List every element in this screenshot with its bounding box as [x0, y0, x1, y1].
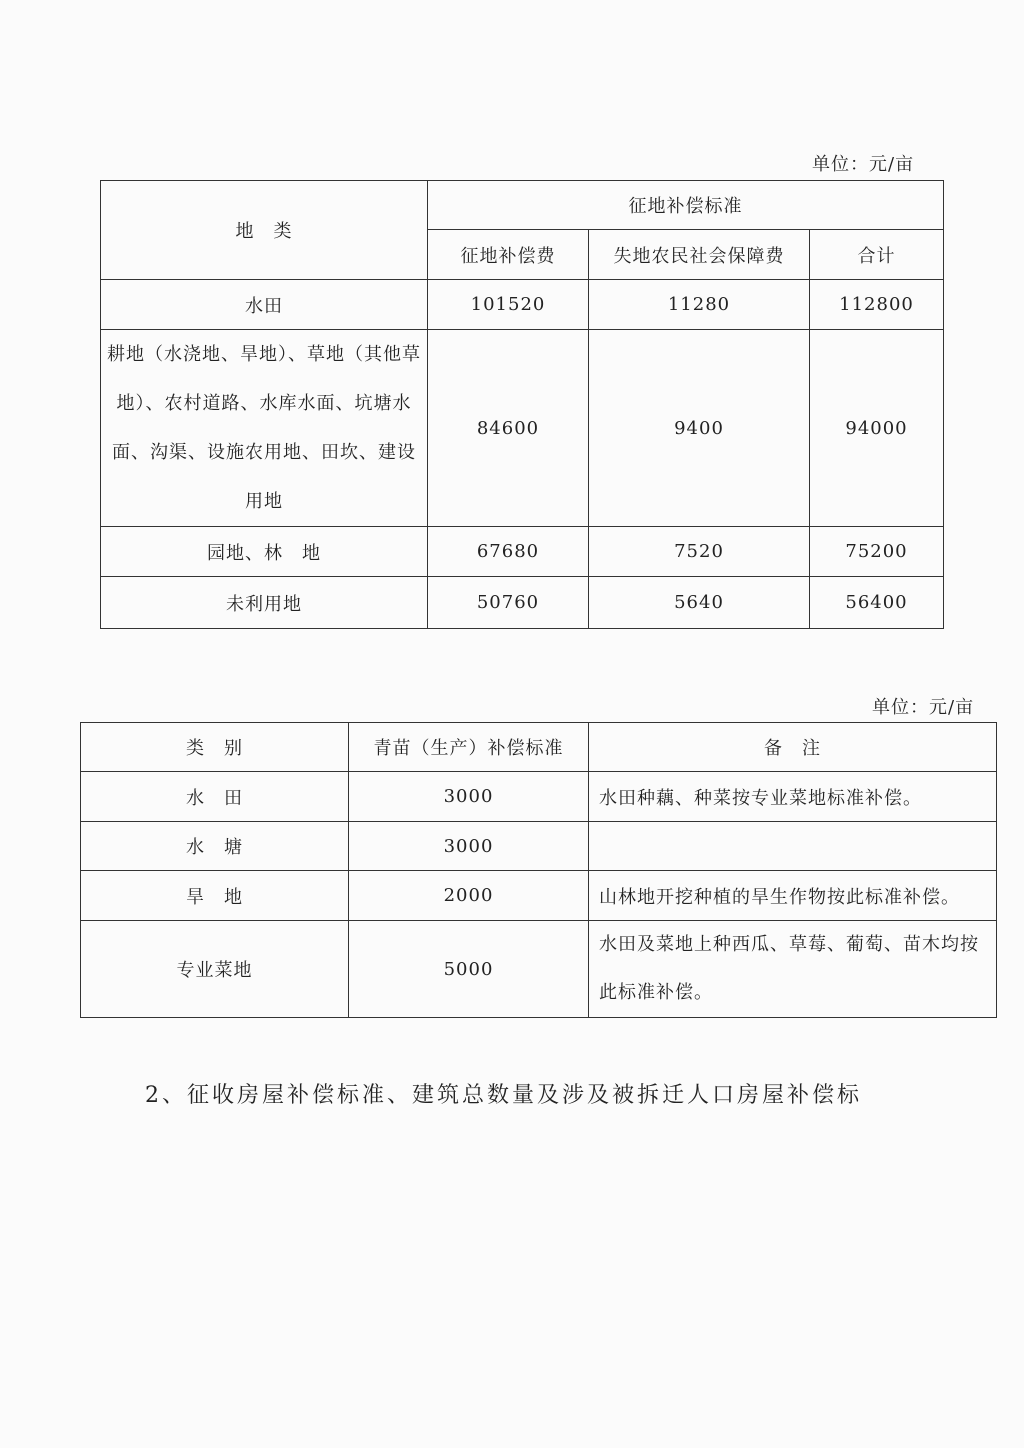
header-compensation-standard: 征地补偿标准	[428, 181, 944, 230]
section-heading: 2、征收房屋补偿标准、建筑总数量及涉及被拆迁人口房屋补偿标	[145, 1083, 862, 1108]
total-cell: 56400	[810, 577, 944, 629]
land-type-cell: 耕地（水浇地、旱地）、草地（其他草地）、农村道路、水库水面、坑塘水面、沟渠、设施农用地、田坎、建设用地	[101, 330, 428, 527]
land-type-cell: 水田	[101, 280, 428, 330]
social-security-cell: 7520	[589, 527, 810, 577]
land-type-cell: 未利用地	[101, 577, 428, 629]
land-compensation-table	[100, 180, 944, 629]
standard-cell: 2000	[349, 871, 589, 921]
compensation-fee-cell: 67680	[428, 527, 589, 577]
category-cell: 水 田	[81, 772, 349, 822]
table-row	[101, 577, 944, 629]
crop-compensation-table	[80, 722, 997, 1018]
category-cell: 水 塘	[81, 822, 349, 871]
header-compensation-fee: 征地补偿费	[428, 230, 589, 280]
remarks-cell: 水田种藕、种菜按专业菜地标准补偿。	[589, 772, 997, 822]
remarks-cell: 山林地开挖种植的旱生作物按此标准补偿。	[589, 871, 997, 921]
compensation-fee-cell: 84600	[428, 330, 589, 527]
land-type-cell: 园地、林 地	[101, 527, 428, 577]
header-crop-standard: 青苗（生产）补偿标准	[349, 723, 589, 772]
header-category: 类 别	[81, 723, 349, 772]
total-cell: 112800	[810, 280, 944, 330]
table-row	[81, 822, 997, 871]
social-security-cell: 5640	[589, 577, 810, 629]
table-row	[101, 280, 944, 330]
table-row	[81, 871, 997, 921]
header-land-type: 地 类	[101, 181, 428, 280]
table1-unit: 单位：元/亩	[812, 154, 915, 175]
header-social-security-fee: 失地农民社会保障费	[589, 230, 810, 280]
social-security-cell: 11280	[589, 280, 810, 330]
header-total: 合计	[810, 230, 944, 280]
total-cell: 94000	[810, 330, 944, 527]
table-row	[101, 330, 944, 527]
standard-cell: 3000	[349, 772, 589, 822]
standard-cell: 5000	[349, 921, 589, 1018]
table-row	[81, 772, 997, 822]
compensation-fee-cell: 50760	[428, 577, 589, 629]
table2-unit: 单位：元/亩	[872, 697, 975, 718]
category-cell: 旱 地	[81, 871, 349, 921]
total-cell: 75200	[810, 527, 944, 577]
remarks-cell: 水田及菜地上种西瓜、草莓、葡萄、苗木均按此标准补偿。	[589, 921, 997, 1018]
table-row	[81, 921, 997, 1018]
standard-cell: 3000	[349, 822, 589, 871]
header-remarks: 备 注	[589, 723, 997, 772]
social-security-cell: 9400	[589, 330, 810, 527]
remarks-cell	[589, 822, 997, 871]
compensation-fee-cell: 101520	[428, 280, 589, 330]
table-row	[101, 527, 944, 577]
category-cell: 专业菜地	[81, 921, 349, 1018]
